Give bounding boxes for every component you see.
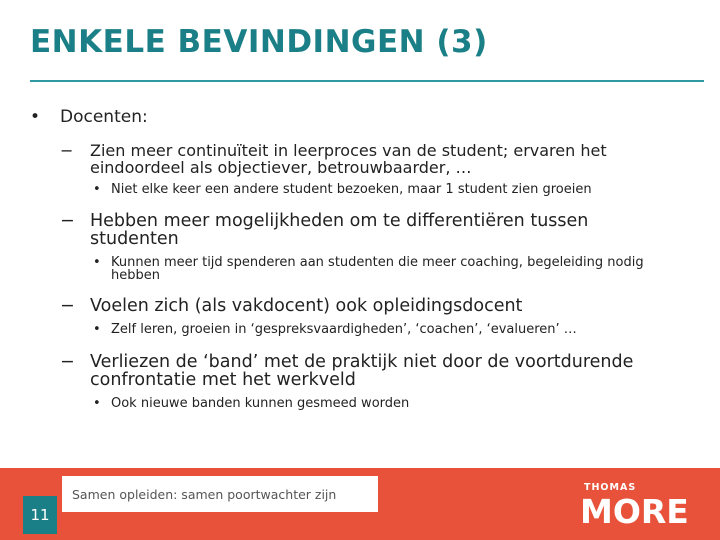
bullet-text: Hebben meer mogelijkheden om te differentiëren tussen studenten	[90, 211, 589, 249]
bullet-dot: •	[93, 396, 101, 411]
bullet-text: Kunnen meer tijd spenderen aan studenten die meer coaching, begeleiding nodig hebben	[111, 255, 644, 283]
thomas-more-logo	[580, 476, 690, 532]
bullet-dot: •	[93, 182, 101, 197]
bullet-text: Voelen zich (als vakdocent) ook opleidingsdocent	[90, 296, 523, 316]
bullet-dot: •	[93, 255, 101, 270]
footer-caption: Samen opleiden: samen poortwachter zijn	[72, 487, 337, 502]
logo-top-text: THOMAS	[584, 482, 637, 493]
bullet-text: Niet elke keer een andere student bezoeken, maar 1 student zien groeien	[111, 182, 592, 197]
bullet-dot: •	[30, 107, 41, 127]
bullet-text: Verliezen de ‘band’ met de praktijk niet door de voortdurende confrontatie met het werkveld	[90, 352, 634, 390]
dash-marker: −	[60, 211, 75, 231]
logo-bottom-text: MORE	[580, 492, 689, 531]
dash-marker: −	[60, 141, 74, 160]
bullet-text: Docenten:	[60, 107, 148, 127]
dash-marker: −	[60, 296, 75, 316]
footer-caption-box	[62, 476, 378, 512]
bullet-text: Ook nieuwe banden kunnen gesmeed worden	[111, 396, 410, 411]
page-number: 11	[23, 496, 57, 534]
slide-title: ENKELE BEVINDINGEN (3)	[30, 24, 488, 60]
bullet-level1	[30, 107, 148, 127]
dash-marker: −	[60, 352, 75, 372]
bullet-dot: •	[93, 322, 101, 337]
bullet-text: Zelf leren, groeien in ‘gespreksvaardigheden’, ‘coachen’, ‘evalueren’ …	[111, 322, 577, 337]
bullet-text: Zien meer continuïteit in leerproces van de student; ervaren het eindoordeel als objectiever, betrouwbaarder, …	[90, 141, 607, 177]
